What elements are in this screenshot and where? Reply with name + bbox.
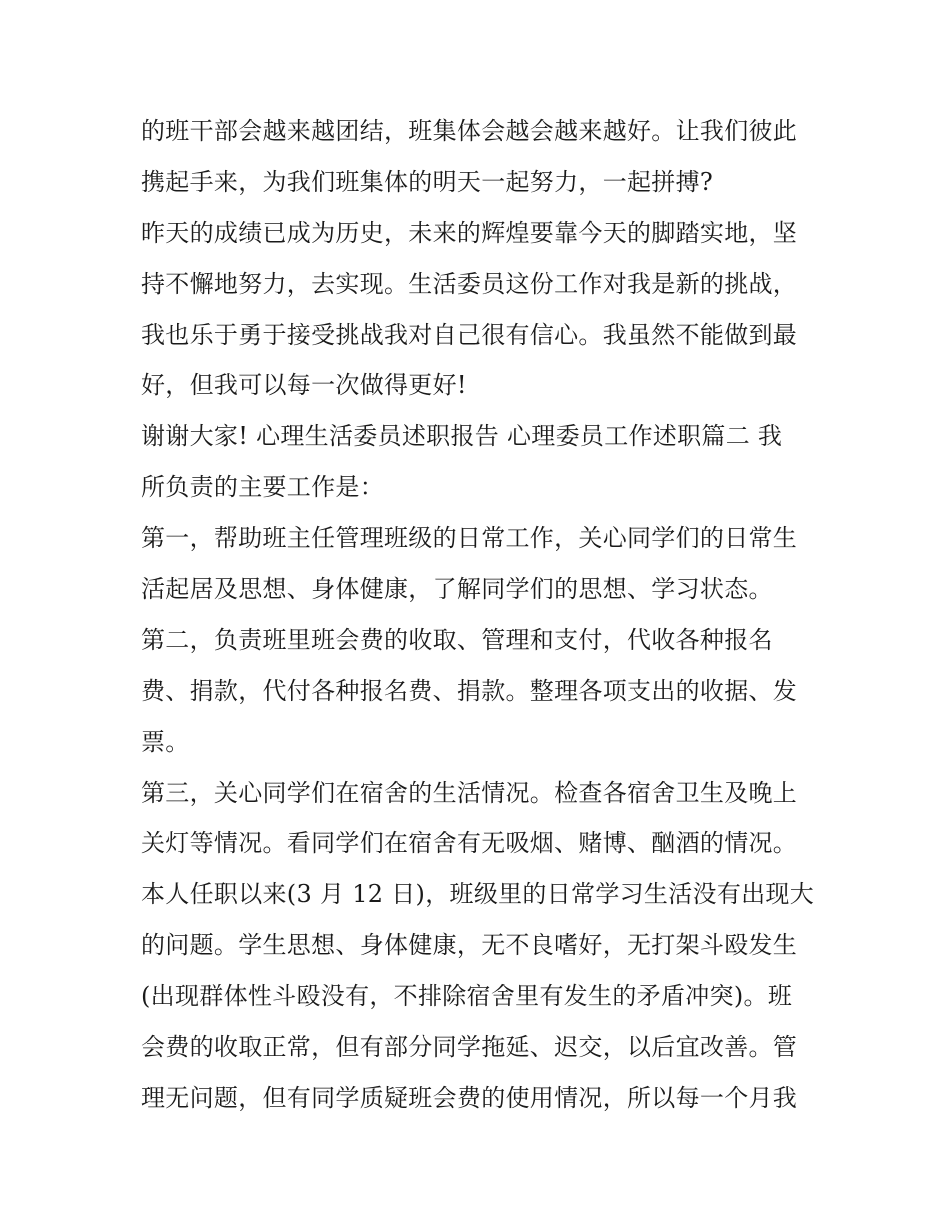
text-line: 理无问题，但有同学质疑班会费的使用情况，所以每一个月我 xyxy=(141,1083,798,1112)
text-line: 关灯等情况。看同学们在宿舍有无吸烟、赌博、酗酒的情况。 xyxy=(141,829,798,858)
text-line: 第三，关心同学们在宿舍的生活情况。检查各宿舍卫生及晚上 xyxy=(141,778,798,807)
text-line: 会费的收取正常，但有部分同学拖延、迟交，以后宜改善。管 xyxy=(141,1033,798,1062)
text-line: 的问题。学生思想、身体健康，无不良嗜好，无打架斗殴发生 xyxy=(141,931,798,960)
body-text xyxy=(141,106,821,1124)
text-line: 我也乐于勇于接受挑战我对自己很有信心。我虽然不能做到最 xyxy=(141,320,798,349)
text-line: 第一，帮助班主任管理班级的日常工作，关心同学们的日常生 xyxy=(141,524,798,553)
text-line: 第二，负责班里班会费的收取、管理和支付，代收各种报名 xyxy=(141,625,773,654)
text-line: 的班干部会越来越团结，班集体会越会越来越好。让我们彼此 xyxy=(141,117,798,145)
text-line: 所负责的主要工作是： xyxy=(141,473,384,502)
text-line: 费、捐款，代付各种报名费、捐款。整理各项支出的收据、发 xyxy=(141,676,798,705)
text-line: 携起手来，为我们班集体的明天一起努力，一起拼搏? xyxy=(141,167,714,196)
text-line: 谢谢大家! 心理生活委员述职报告 心理委员工作述职篇二 我 xyxy=(141,422,783,451)
text-line: 好，但我可以每一次做得更好! xyxy=(141,371,467,400)
text-line: (出现群体性斗殴没有，不排除宿舍里有发生的矛盾冲突)。班 xyxy=(141,982,793,1011)
text-line: 本人任职以来(3 月 12 日)，班级里的日常学习生活没有出现大 xyxy=(141,880,815,909)
text-line: 活起居及思想、身体健康，了解同学们的思想、学习状态。 xyxy=(141,575,773,604)
text-line: 昨天的成绩已成为历史，未来的辉煌要靠今天的脚踏实地，坚 xyxy=(141,218,798,247)
text-line: 票。 xyxy=(141,727,190,756)
text-line: 持不懈地努力，去实现。生活委员这份工作对我是新的挑战， xyxy=(141,269,798,298)
